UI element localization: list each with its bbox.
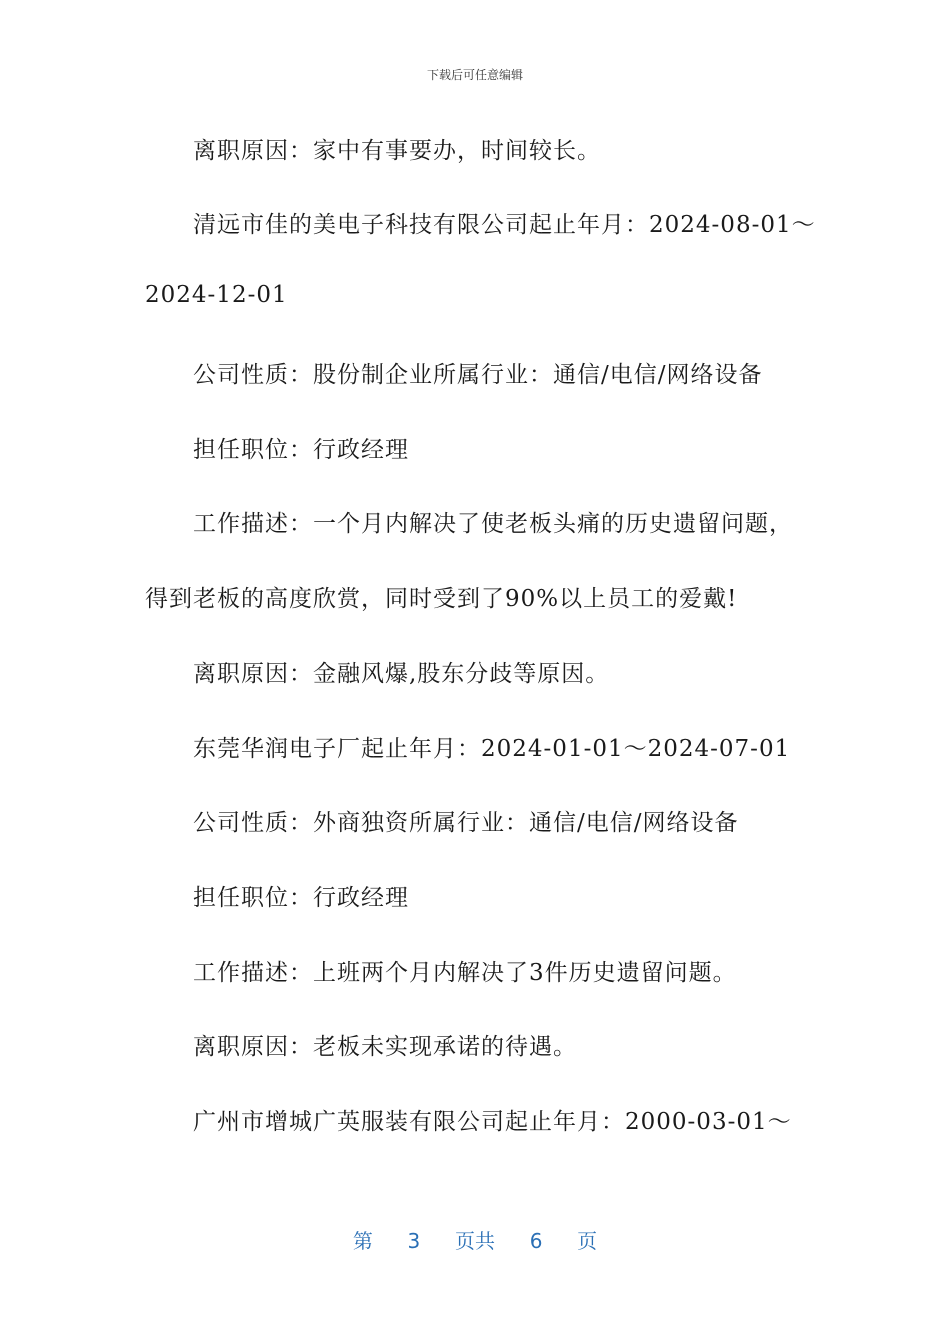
text-line-6: 工作描述：一个月内解决了使老板头痛的历史遗留问题， bbox=[193, 511, 793, 537]
text-line-2: 清远市佳的美电子科技有限公司起止年月：2024-08-01～ bbox=[193, 212, 816, 238]
text-line-13: 离职原因：老板未实现承诺的待遇。 bbox=[193, 1034, 577, 1060]
footer-page-suffix: 页 bbox=[577, 1229, 598, 1253]
text-line-4: 公司性质：股份制企业所属行业：通信/电信/网络设备 bbox=[193, 362, 763, 388]
text-line-9: 东莞华润电子厂起止年月：2024-01-01～2024-07-01 bbox=[193, 736, 791, 762]
text-line-12: 工作描述：上班两个月内解决了3件历史遗留问题。 bbox=[193, 960, 737, 986]
footer-page-prefix: 第 bbox=[352, 1229, 373, 1253]
footer-page-middle: 页共 bbox=[455, 1229, 495, 1253]
page-header: 下载后可任意编辑 bbox=[426, 68, 523, 82]
text-line-11: 担任职位：行政经理 bbox=[193, 885, 409, 911]
text-line-7: 得到老板的高度欣赏，同时受到了90%以上员工的爱戴! bbox=[145, 586, 738, 612]
text-line-14: 广州市增城广英服装有限公司起止年月：2000-03-01～ bbox=[193, 1109, 792, 1135]
text-line-1: 离职原因：家中有事要办，时间较长。 bbox=[193, 138, 601, 164]
page-footer bbox=[0, 1225, 950, 1254]
text-line-5: 担任职位：行政经理 bbox=[193, 437, 409, 463]
text-line-3: 2024-12-01 bbox=[145, 282, 288, 308]
text-line-8: 离职原因：金融风爆,股东分歧等原因。 bbox=[193, 661, 610, 687]
footer-current-page: 3 bbox=[407, 1229, 421, 1253]
text-line-10: 公司性质：外商独资所属行业：通信/电信/网络设备 bbox=[193, 810, 739, 836]
footer-total-pages: 6 bbox=[529, 1229, 543, 1253]
